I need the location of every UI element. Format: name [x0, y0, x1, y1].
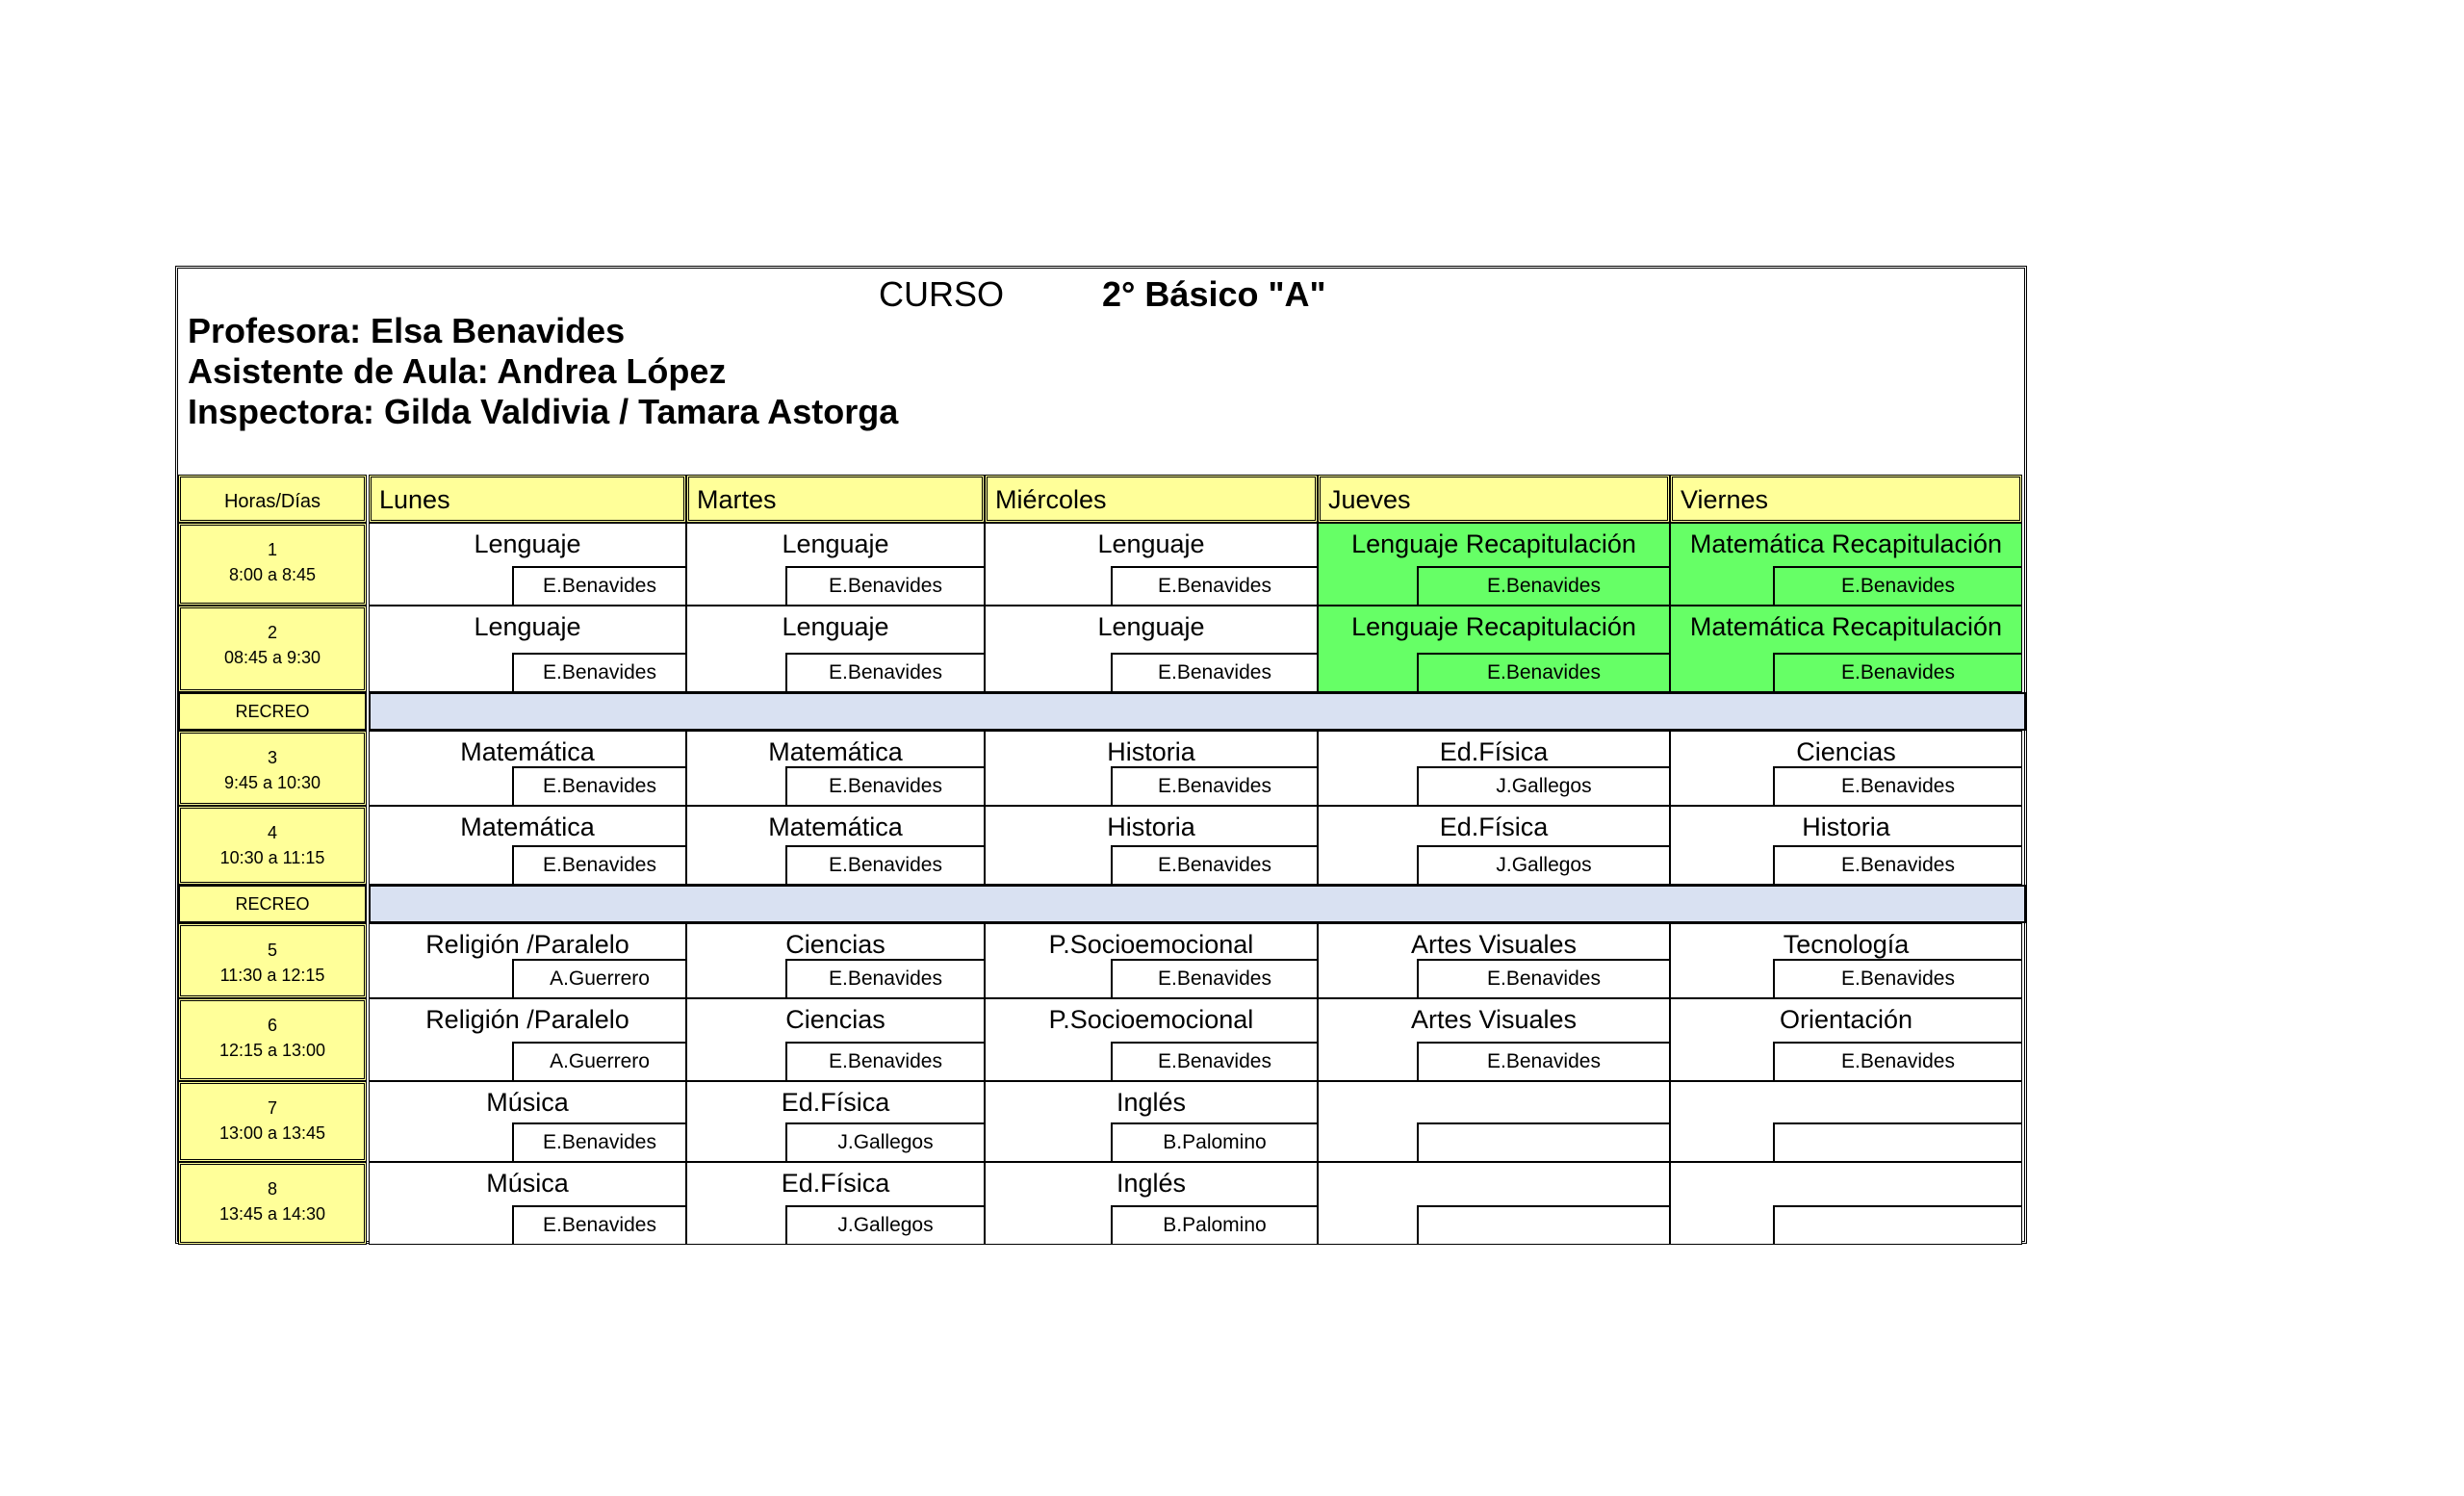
time-slot — [178, 1162, 367, 1245]
curso-label: CURSO — [879, 274, 1005, 314]
subject-label: Lenguaje — [782, 529, 889, 558]
teacher-label: J.Gallegos — [785, 1122, 984, 1161]
subject-label: Música — [486, 1088, 569, 1117]
class-cell — [985, 1162, 1318, 1245]
subject-label: Historia — [1107, 812, 1195, 841]
class-cell — [985, 998, 1318, 1081]
subject-label: Lenguaje — [474, 612, 581, 641]
class-cell — [686, 523, 985, 606]
teacher-label: E.Benavides — [1773, 566, 2021, 605]
curso-value: 2° Básico "A" — [1102, 274, 1326, 314]
class-cell — [1318, 731, 1670, 806]
block-number: 1 — [267, 540, 277, 559]
teacher-label — [1417, 1122, 1669, 1161]
inspectora-line: Inspectora: Gilda Valdivia / Tamara Astorga — [188, 392, 899, 431]
subject-label: Ciencias — [785, 930, 886, 959]
subject-label: Ciencias — [1796, 737, 1896, 766]
teacher-label: E.Benavides — [1773, 653, 2021, 691]
class-cell — [985, 806, 1318, 885]
subject-label: Matemática Recapitulación — [1689, 529, 2003, 558]
block-time: 13:45 a 14:30 — [218, 1204, 326, 1224]
teacher-label: E.Benavides — [1111, 959, 1317, 997]
subject-label: Lenguaje — [1097, 529, 1205, 558]
subject-label: Lenguaje — [782, 612, 889, 641]
class-cell — [1318, 1162, 1670, 1245]
class-cell — [1318, 523, 1670, 606]
teacher-label: E.Benavides — [1417, 959, 1669, 997]
time-slot — [178, 1081, 367, 1162]
block-time: 12:15 a 13:00 — [218, 1041, 326, 1060]
day-header: Lunes — [369, 475, 686, 523]
class-cell — [1670, 1162, 2022, 1245]
subject-label: Religión /Paralelo — [425, 930, 629, 959]
teacher-label — [1417, 1205, 1669, 1244]
class-cell — [686, 923, 985, 998]
time-slot — [178, 523, 367, 606]
class-cell — [686, 606, 985, 692]
block-number: 4 — [267, 823, 277, 842]
subject-label: Ed.Física — [1439, 812, 1549, 841]
teacher-label: J.Gallegos — [785, 1205, 984, 1244]
teacher-label — [1773, 1205, 2021, 1244]
class-cell — [369, 731, 686, 806]
class-cell — [1318, 606, 1670, 692]
block-number: 7 — [267, 1098, 277, 1118]
teacher-label: E.Benavides — [512, 566, 685, 605]
subject-label: Orientación — [1779, 1005, 1913, 1034]
subject-label: Ed.Física — [781, 1169, 890, 1198]
class-cell — [1318, 1081, 1670, 1162]
teacher-label: J.Gallegos — [1417, 766, 1669, 805]
class-cell — [369, 523, 686, 606]
block-time: 11:30 a 12:15 — [219, 966, 325, 985]
day-header: Jueves — [1318, 475, 1670, 523]
teacher-label: E.Benavides — [1773, 766, 2021, 805]
class-cell — [369, 1162, 686, 1245]
class-cell — [369, 606, 686, 692]
subject-label: Matemática — [460, 812, 595, 841]
block-time: 13:00 a 13:45 — [218, 1123, 326, 1143]
subject-label: Ed.Física — [1439, 737, 1549, 766]
class-cell — [1318, 923, 1670, 998]
teacher-label: E.Benavides — [785, 1042, 984, 1080]
subject-label: Inglés — [1116, 1169, 1187, 1198]
recreo-bar — [369, 885, 2026, 923]
class-cell — [686, 1081, 985, 1162]
subject-label: Historia — [1107, 737, 1195, 766]
block-time: 10:30 a 11:15 — [219, 848, 325, 867]
subject-label: Lenguaje Recapitulación — [1351, 529, 1636, 558]
teacher-label — [1773, 1122, 2021, 1161]
subject-label: Lenguaje — [1097, 612, 1205, 641]
teacher-label: E.Benavides — [785, 845, 984, 884]
subject-label: Lenguaje — [474, 529, 581, 558]
teacher-label: E.Benavides — [785, 653, 984, 691]
teacher-label: E.Benavides — [785, 766, 984, 805]
block-number: 8 — [267, 1179, 277, 1199]
block-number: 3 — [267, 748, 277, 767]
subject-label: Historia — [1802, 812, 1890, 841]
teacher-label: E.Benavides — [1111, 653, 1317, 691]
teacher-label: J.Gallegos — [1417, 845, 1669, 884]
teacher-label: E.Benavides — [512, 653, 685, 691]
time-slot — [178, 731, 367, 806]
class-cell — [985, 731, 1318, 806]
teacher-label: E.Benavides — [512, 1205, 685, 1244]
teacher-label: E.Benavides — [785, 959, 984, 997]
schedule-sheet — [175, 266, 2027, 1244]
class-cell — [1670, 523, 2022, 606]
subject-label: Matemática Recapitulación — [1689, 612, 2003, 641]
time-slot — [178, 998, 367, 1081]
teacher-label: A.Guerrero — [512, 1042, 685, 1080]
class-cell — [985, 1081, 1318, 1162]
class-cell — [686, 998, 985, 1081]
subject-label: Ed.Física — [781, 1088, 890, 1117]
class-cell — [369, 998, 686, 1081]
class-cell — [985, 606, 1318, 692]
teacher-label: E.Benavides — [512, 766, 685, 805]
teacher-label: E.Benavides — [1417, 566, 1669, 605]
profesora-line: Profesora: Elsa Benavides — [188, 311, 626, 350]
recreo-bar — [369, 692, 2026, 731]
class-cell — [1670, 606, 2022, 692]
class-cell — [1670, 1081, 2022, 1162]
teacher-label: A.Guerrero — [512, 959, 685, 997]
recreo-label: RECREO — [178, 885, 367, 923]
subject-label: Música — [486, 1169, 569, 1198]
subject-label: Artes Visuales — [1410, 1005, 1578, 1034]
subject-label: P.Socioemocional — [1048, 930, 1254, 959]
subject-label: Artes Visuales — [1410, 930, 1578, 959]
teacher-label: E.Benavides — [1111, 766, 1317, 805]
day-header: Martes — [686, 475, 985, 523]
subject-label: Tecnología — [1783, 930, 1910, 959]
block-time: 08:45 a 9:30 — [223, 648, 321, 667]
recreo-label: RECREO — [178, 692, 367, 731]
teacher-label: E.Benavides — [512, 1122, 685, 1161]
class-cell — [369, 806, 686, 885]
time-slot — [178, 606, 367, 692]
teacher-label: B.Palomino — [1111, 1122, 1317, 1161]
subject-label: Lenguaje Recapitulación — [1351, 612, 1636, 641]
class-cell — [985, 523, 1318, 606]
class-cell — [1318, 806, 1670, 885]
class-cell — [1670, 731, 2022, 806]
class-cell — [1318, 998, 1670, 1081]
subject-label: Matemática — [768, 737, 903, 766]
teacher-label: B.Palomino — [1111, 1205, 1317, 1244]
block-time: 9:45 a 10:30 — [223, 773, 321, 792]
block-time: 8:00 a 8:45 — [228, 565, 317, 584]
block-number: 2 — [267, 623, 277, 642]
class-cell — [686, 806, 985, 885]
time-slot — [178, 806, 367, 885]
teacher-label: E.Benavides — [512, 845, 685, 884]
block-number: 6 — [267, 1016, 277, 1035]
class-cell — [1670, 998, 2022, 1081]
subject-label: Religión /Paralelo — [425, 1005, 629, 1034]
class-cell — [686, 731, 985, 806]
teacher-label: E.Benavides — [1417, 653, 1669, 691]
subject-label: Matemática — [768, 812, 903, 841]
teacher-label: E.Benavides — [1773, 959, 2021, 997]
subject-label: P.Socioemocional — [1048, 1005, 1254, 1034]
day-header: Viernes — [1670, 475, 2022, 523]
subject-label: Matemática — [460, 737, 595, 766]
block-number: 5 — [267, 941, 277, 960]
time-slot — [178, 923, 367, 998]
day-header: Miércoles — [985, 475, 1318, 523]
teacher-label: E.Benavides — [1111, 566, 1317, 605]
class-cell — [686, 1162, 985, 1245]
subject-label: Ciencias — [785, 1005, 886, 1034]
class-cell — [369, 1081, 686, 1162]
teacher-label: E.Benavides — [785, 566, 984, 605]
class-cell — [369, 923, 686, 998]
subject-label: Inglés — [1116, 1088, 1187, 1117]
teacher-label: E.Benavides — [1111, 845, 1317, 884]
class-cell — [1670, 923, 2022, 998]
class-cell — [985, 923, 1318, 998]
class-cell — [1670, 806, 2022, 885]
teacher-label: E.Benavides — [1417, 1042, 1669, 1080]
asistente-line: Asistente de Aula: Andrea López — [188, 351, 727, 391]
teacher-label: E.Benavides — [1773, 845, 2021, 884]
schedule-header — [178, 269, 2024, 473]
corner-header: Horas/Días — [178, 475, 367, 523]
teacher-label: E.Benavides — [1111, 1042, 1317, 1080]
teacher-label: E.Benavides — [1773, 1042, 2021, 1080]
